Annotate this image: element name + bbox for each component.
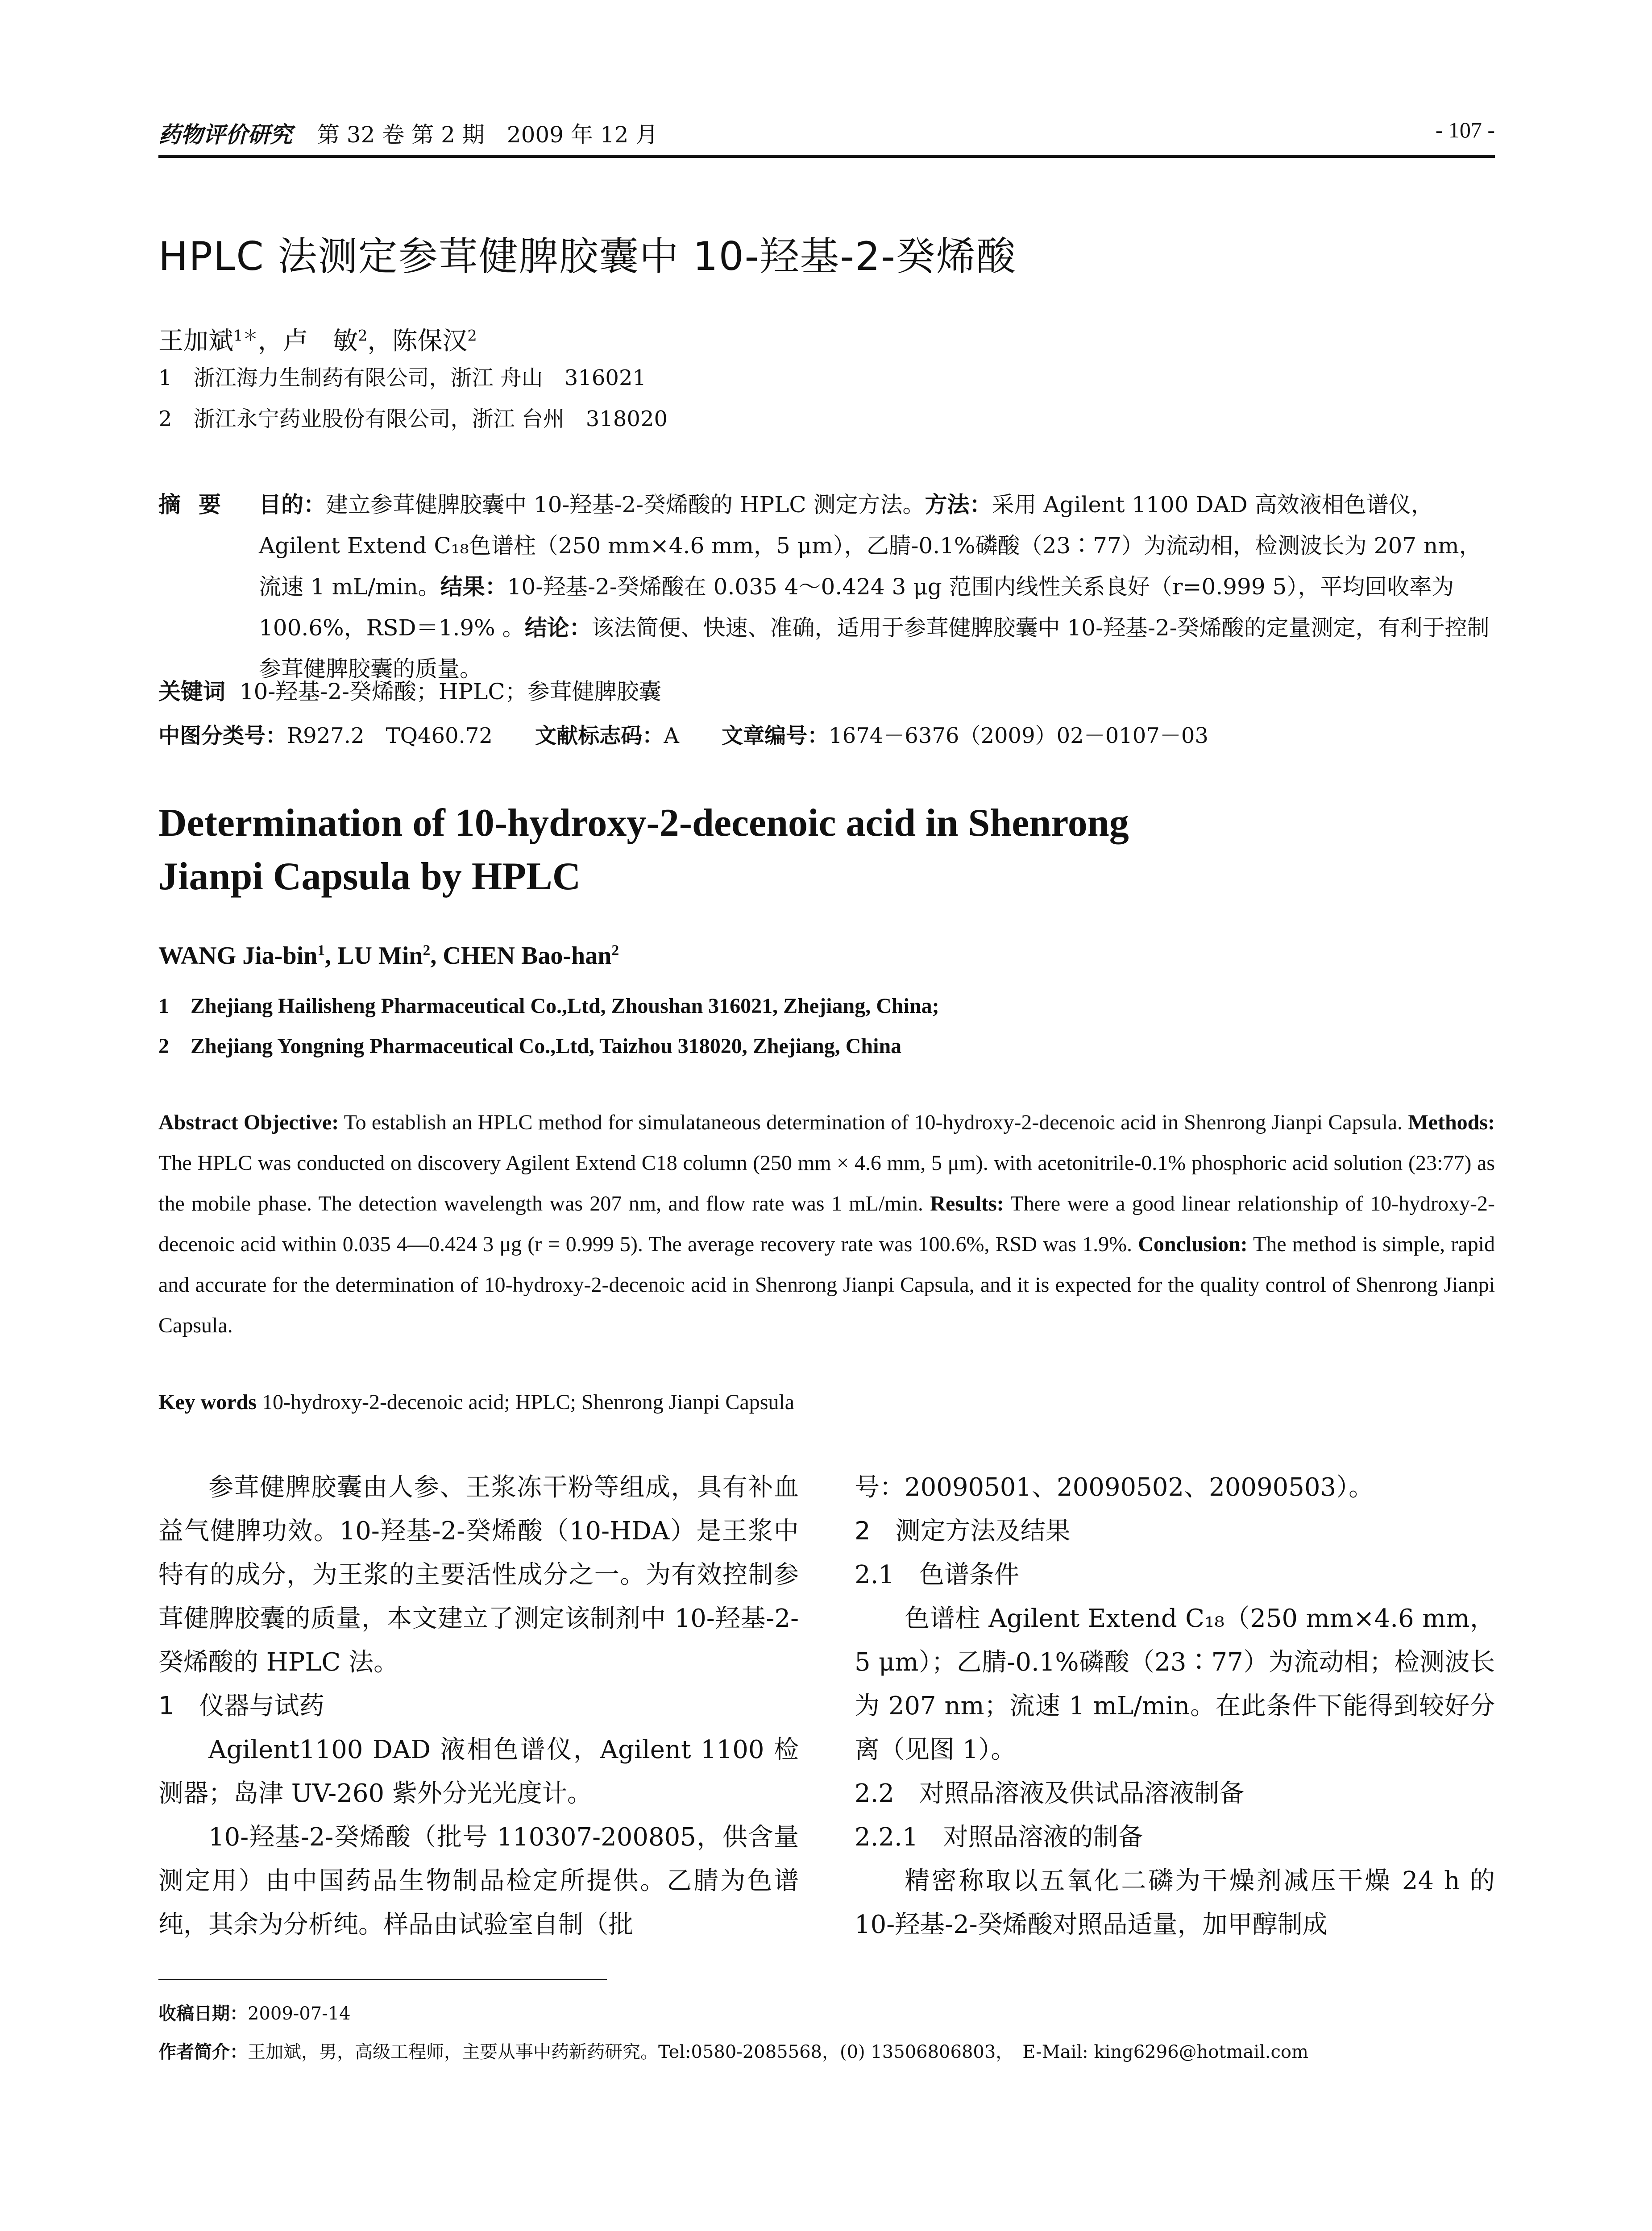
issue-info: 第 32 卷 第 2 期 2009 年 12 月 [317, 122, 658, 148]
reference-solution-paragraph: 精密称取以五氧化二磷为干燥剂减压干燥 24 h 的 10-羟基-2-癸烯酸对照品适量，加甲醇制成 [855, 1866, 1495, 1939]
en-authors [158, 941, 619, 970]
zh-results: 10-羟基-2-癸烯酸在 0.035 4～0.424 3 μg 范围内线性关系良好（r=0.999 5），平均回收率为 100.6%，RSD＝1.9% 。 [259, 574, 1454, 641]
zh-results-label: 结果： [440, 574, 507, 600]
zh-objective: 建立参茸健脾胶囊中 10-羟基-2-癸烯酸的 HPLC 测定方法。 [326, 492, 925, 518]
en-author-1: WANG Jia-bin [158, 942, 318, 970]
section-heading-2: 2 测定方法及结果 [855, 1517, 1071, 1546]
batch-continuation: 号：20090501、20090502、20090503）。 [855, 1473, 1374, 1502]
section-heading-1: 1 仪器与试药 [158, 1692, 324, 1721]
en-objective-label: Objective: [243, 1111, 339, 1134]
zh-author-2-sup: 2 [357, 327, 368, 344]
en-objective: To establish an HPLC method for simulataneous determination of 10-hydroxy-2-decenoic acid in Shenrong Jianpi Capsula. [339, 1111, 1403, 1134]
en-results-label: Results: [930, 1192, 1004, 1215]
en-conclusion-label: Conclusion: [1138, 1232, 1248, 1256]
page-number: - 107 - [1435, 117, 1495, 142]
zh-author-1: 王加斌 [158, 327, 233, 356]
en-abstract [158, 1102, 1495, 1346]
en-title [158, 796, 1497, 904]
footnote-rule [158, 1979, 607, 1980]
zh-author-3-sup: 2 [467, 327, 477, 344]
zh-title: HPLC 法测定参茸健脾胶囊中 10-羟基-2-癸烯酸 [158, 233, 1017, 279]
author-bio [158, 2033, 1308, 2071]
zh-abstract [158, 484, 1497, 689]
doc-code-value: A [664, 723, 679, 748]
en-affiliation-1: 1 Zhejiang Hailisheng Pharmaceutical Co.,Ltd, Zhoushan 316021, Zhejiang, China; [158, 994, 939, 1018]
zh-affiliation-1: 1 浙江海力生制药有限公司，浙江 舟山 316021 [158, 365, 647, 390]
en-keywords-label: Key words [158, 1390, 257, 1414]
en-author-2: , LU Min [325, 942, 423, 970]
footnotes [158, 1995, 1308, 2071]
journal-name: 药物评价研究 [158, 121, 292, 148]
running-header [158, 117, 1495, 153]
zh-author-3: ，陈保汉 [367, 327, 468, 356]
bio-value: 王加斌，男，高级工程师，主要从事中药新药研究。Tel:0580-2085568，(0) 13506806803， E-Mail: king6296@hotmail.com [248, 2042, 1308, 2062]
body-column-left [158, 1466, 799, 1947]
received-date [158, 1995, 1308, 2033]
class-label: 中图分类号： [158, 723, 287, 748]
zh-author-2: ，卢 敏 [257, 327, 358, 356]
en-keywords-text: 10-hydroxy-2-decenoic acid; HPLC; Shenrong Jianpi Capsula [256, 1390, 795, 1414]
zh-objective-label: 目的： [259, 492, 326, 518]
zh-keywords-label: 关键词 [158, 679, 225, 705]
zh-conclusion-label: 结论： [524, 615, 592, 641]
en-abstract-label: Abstract [158, 1111, 238, 1134]
subsection-heading-2-2: 2.2 对照品溶液及供试品溶液制备 [855, 1779, 1245, 1808]
header-rule [158, 155, 1495, 158]
en-conclusion: The method is simple, rapid and accurate for the determination of 10-hydroxy-2-decenoic acid in Shenrong Jianpi Capsula, and it is expected for the quality control of Shenrong Jianpi Capsula. [158, 1232, 1495, 1337]
chromatography-paragraph: 色谱柱 Agilent Extend C₁₈（250 mm×4.6 mm，5 μm）；乙腈-0.1%磷酸（23∶77）为流动相；检测波长为 207 nm；流速 1 mL/min。在此条件下能得到较好分离（见图 1）。 [855, 1604, 1495, 1764]
en-author-3: , CHEN Bao-han [430, 942, 612, 970]
article-id-value: 1674－6376（2009）02－0107－03 [829, 723, 1208, 748]
zh-author-1-sup: 1＊ [233, 327, 258, 344]
en-methods-label: Methods: [1408, 1111, 1495, 1134]
en-author-1-sup: 1 [317, 942, 325, 959]
en-affiliation-2: 2 Zhejiang Yongning Pharmaceutical Co.,Ltd, Taizhou 318020, Zhejiang, China [158, 1034, 902, 1058]
subsection-heading-2-2-1: 2.2.1 对照品溶液的制备 [855, 1823, 1143, 1852]
zh-keywords [158, 674, 661, 706]
reagents-paragraph: 10-羟基-2-癸烯酸（批号 110307-200805，供含量测定用）由中国药品生物制品检定所提供。乙腈为色谱纯，其余为分析纯。样品由试验室自制（批 [158, 1823, 799, 1939]
zh-affiliation-2: 2 浙江永宁药业股份有限公司，浙江 台州 318020 [158, 406, 668, 431]
zh-methods-label: 方法： [925, 492, 992, 518]
en-author-3-sup: 2 [611, 942, 619, 959]
zh-abstract-label: 摘要 [158, 492, 239, 518]
body-column-right [855, 1466, 1495, 1947]
zh-keywords-text: 10-羟基-2-癸烯酸；HPLC；参茸健脾胶囊 [239, 679, 661, 705]
doc-code-label: 文献标志码： [535, 723, 664, 748]
en-title-line-2: Jianpi Capsula by HPLC [158, 855, 581, 898]
article-id-label: 文章编号： [722, 723, 829, 748]
class-value: R927.2 TQ460.72 [287, 723, 493, 748]
received-label: 收稿日期： [158, 2003, 248, 2024]
instruments-paragraph: Agilent1100 DAD 液相色谱仪，Agilent 1100 检测器；岛津 UV-260 紫外分光光度计。 [158, 1735, 799, 1808]
en-title-line-1: Determination of 10-hydroxy-2-decenoic acid in Shenrong [158, 801, 1129, 845]
en-author-2-sup: 2 [423, 942, 431, 959]
en-keywords [158, 1390, 794, 1414]
intro-paragraph: 参茸健脾胶囊由人参、王浆冻干粉等组成，具有补血益气健脾功效。10-羟基-2-癸烯酸（10-HDA）是王浆中特有的成分，为王浆的主要活性成分之一。为有效控制参茸健脾胶囊的质量，本文建立了测定该制剂中 10-羟基-2-癸烯酸的 HPLC 法。 [158, 1473, 799, 1677]
zh-classification [158, 718, 1244, 749]
zh-conclusion: 该法简便、快速、准确，适用于参茸健脾胶囊中 10-羟基-2-癸烯酸的定量测定，有利于控制参茸健脾胶囊的质量。 [259, 615, 1490, 682]
en-methods: The HPLC was conducted on discovery Agilent Extend C18 column (250 mm × 4.6 mm, 5 μm). with acetonitrile-0.1% phosphoric acid solution (23:77) as the mobile phase. The detection wavelength was 207 nm, and flow rate was 1 mL/min. [158, 1151, 1495, 1215]
bio-label: 作者简介： [158, 2042, 248, 2062]
subsection-heading-2-1: 2.1 色谱条件 [855, 1560, 1020, 1589]
received-value: 2009-07-14 [248, 2003, 351, 2024]
zh-authors [158, 321, 477, 357]
zh-methods: 采用 Agilent 1100 DAD 高效液相色谱仪，Agilent Extend C₁₈色谱柱（250 mm×4.6 mm，5 μm），乙腈-0.1%磷酸（23∶77）为流动相，检测波长为 207 nm，流速 1 mL/min。 [259, 492, 1482, 600]
en-results: There were a good linear relationship of 10-hydroxy-2-decenoic acid within 0.035 4—0.424 3 μg (r = 0.999 5). The average recovery rate was 100.6%, RSD was 1.9%. [158, 1192, 1495, 1256]
